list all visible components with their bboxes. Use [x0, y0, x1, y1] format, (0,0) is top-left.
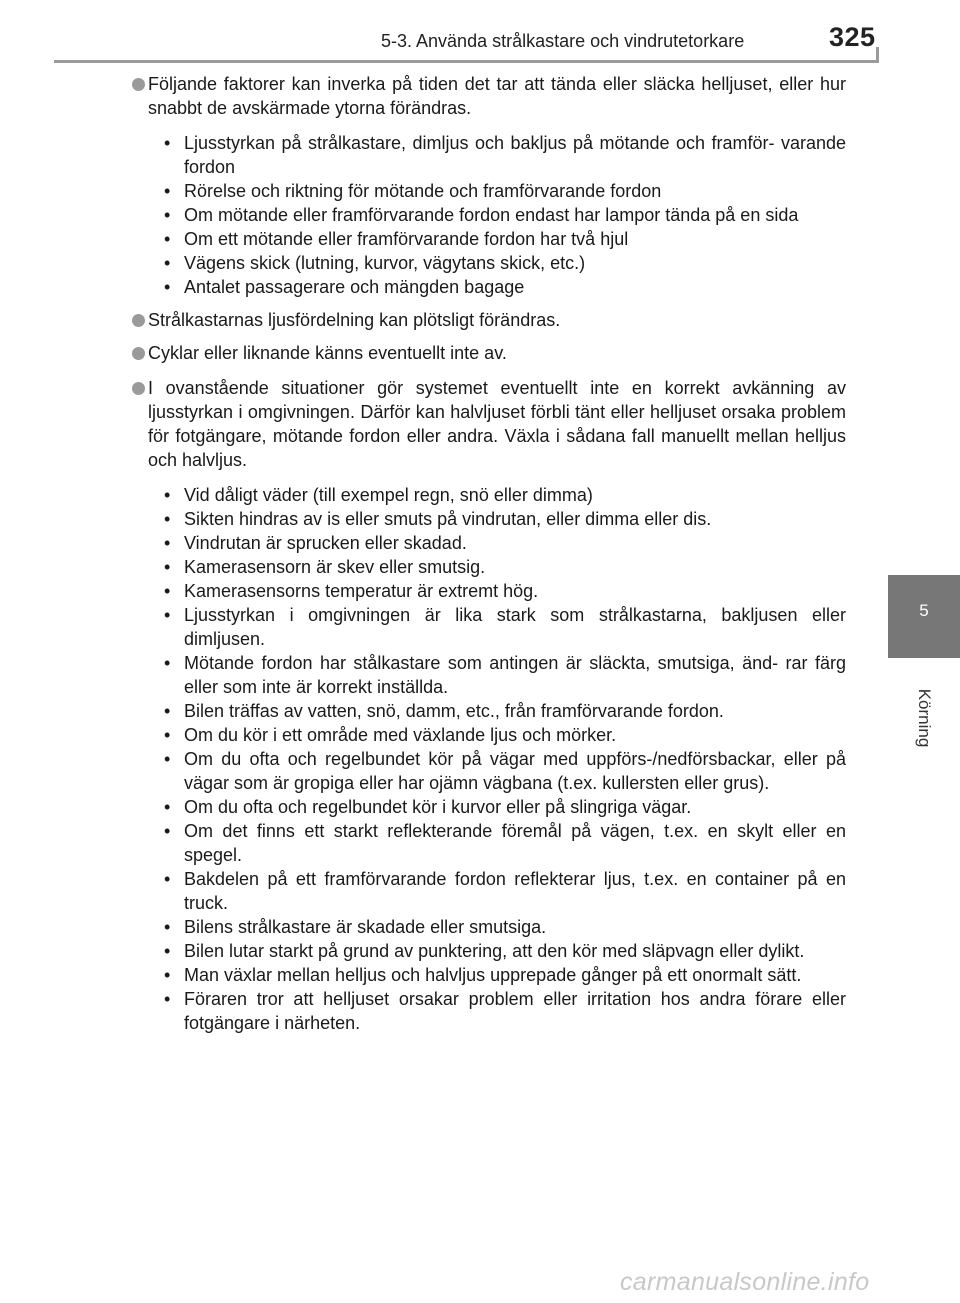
bullet-circle-icon — [132, 382, 145, 395]
sublist-item: • Bakdelen på ett framförvarande fordon reflekterar ljus, t.ex. en container på en truck. — [164, 869, 846, 913]
item-text: Cyklar eller liknande känns eventuellt inte av. — [148, 343, 507, 363]
item-text: I ovanstående situationer gör systemet eventuellt inte en korrekt avkänning av ljusstyrkan i omgivningen. Därför kan halvljuset förbli tänt eller helljuset orsaka problem för fotgängare, mötande fordon eller andra. Växla i sådana fall manuellt mellan helljus och halvljus. — [148, 378, 846, 470]
sublist-item: • Kamerasensorn är skev eller smutsig. — [164, 557, 486, 577]
page-number: 325 — [829, 22, 876, 52]
page-header — [0, 0, 960, 70]
bullet-circle-icon — [132, 78, 145, 91]
sublist-item: • Om du ofta och regelbundet kör på vägar med uppförs-/nedförsbackar, eller på vägar som är gropiga eller har ojämn vägbana (t.ex. kullersten eller grus). — [164, 749, 846, 793]
header-divider-end — [876, 47, 879, 63]
header-divider — [54, 60, 876, 63]
sublist-item: • Antalet passagerare och mängden bagage — [164, 277, 525, 297]
sublist-item: • Ljusstyrkan i omgivningen är lika stark som strålkastarna, bakljusen eller dimljusen. — [164, 605, 846, 649]
chapter-label: Körning — [915, 688, 934, 748]
sublist-item: • Bilen träffas av vatten, snö, damm, etc., från framförvarande fordon. — [164, 701, 724, 721]
sublist-item: • Om det finns ett starkt reflekterande föremål på vägen, t.ex. en skylt eller en spegel. — [164, 821, 846, 865]
chapter-number: 5 — [919, 601, 929, 620]
item-text: Följande faktorer kan inverka på tiden det tar att tända eller släcka helljuset, eller hur snabbt de avskärmade ytorna förändras. — [148, 74, 846, 118]
list-item — [132, 376, 846, 1035]
sublist-item: • Ljusstyrkan på strålkastare, dimljus och bakljus på mötande och framför- varande fordon — [164, 133, 846, 177]
sublist — [148, 131, 846, 299]
sublist-item: • Bilens strålkastare är skadade eller smutsiga. — [164, 917, 547, 937]
sublist-item: • Bilen lutar starkt på grund av punktering, att den kör med släpvagn eller dylikt. — [164, 941, 805, 961]
sublist-item: • Om du kör i ett område med växlande ljus och mörker. — [164, 725, 617, 745]
sublist-item: • Mötande fordon har stålkastare som antingen är släckta, smutsiga, änd- rar färg eller som inte är korrekt inställda. — [164, 653, 846, 697]
sublist — [148, 483, 846, 1035]
bullet-circle-icon — [132, 314, 145, 327]
sublist-item: • Man växlar mellan helljus och halvljus upprepade gånger på ett onormalt sätt. — [164, 965, 802, 985]
sublist-item: • Kamerasensorns temperatur är extremt hög. — [164, 581, 539, 601]
list-item — [132, 341, 846, 365]
watermark: carmanualsonline.info — [620, 1268, 870, 1296]
section-title: 5-3. Använda strålkastare och vindrutetorkare — [381, 31, 745, 51]
sublist-item: • Sikten hindras av is eller smuts på vindrutan, eller dimma eller dis. — [164, 509, 712, 529]
sublist-item: • Vindrutan är sprucken eller skadad. — [164, 533, 467, 553]
sublist-item: • Om mötande eller framförvarande fordon endast har lampor tända på en sida — [164, 205, 799, 225]
page-content — [132, 72, 846, 1035]
list-item — [132, 72, 846, 299]
sublist-item: • Vägens skick (lutning, kurvor, vägytans skick, etc.) — [164, 253, 586, 273]
chapter-tab — [888, 575, 960, 658]
sublist-item: • Om du ofta och regelbundet kör i kurvor eller på slingriga vägar. — [164, 797, 692, 817]
sublist-item: • Vid dåligt väder (till exempel regn, snö eller dimma) — [164, 485, 593, 505]
bullet-circle-icon — [132, 347, 145, 360]
sublist-item: • Föraren tror att helljuset orsakar problem eller irritation hos andra förare eller fotgängare i närheten. — [164, 989, 846, 1033]
item-text: Strålkastarnas ljusfördelning kan plötsligt förändras. — [148, 310, 561, 330]
sublist-item: • Rörelse och riktning för mötande och framförvarande fordon — [164, 181, 662, 201]
list-item — [132, 308, 846, 332]
sublist-item: • Om ett mötande eller framförvarande fordon har två hjul — [164, 229, 629, 249]
